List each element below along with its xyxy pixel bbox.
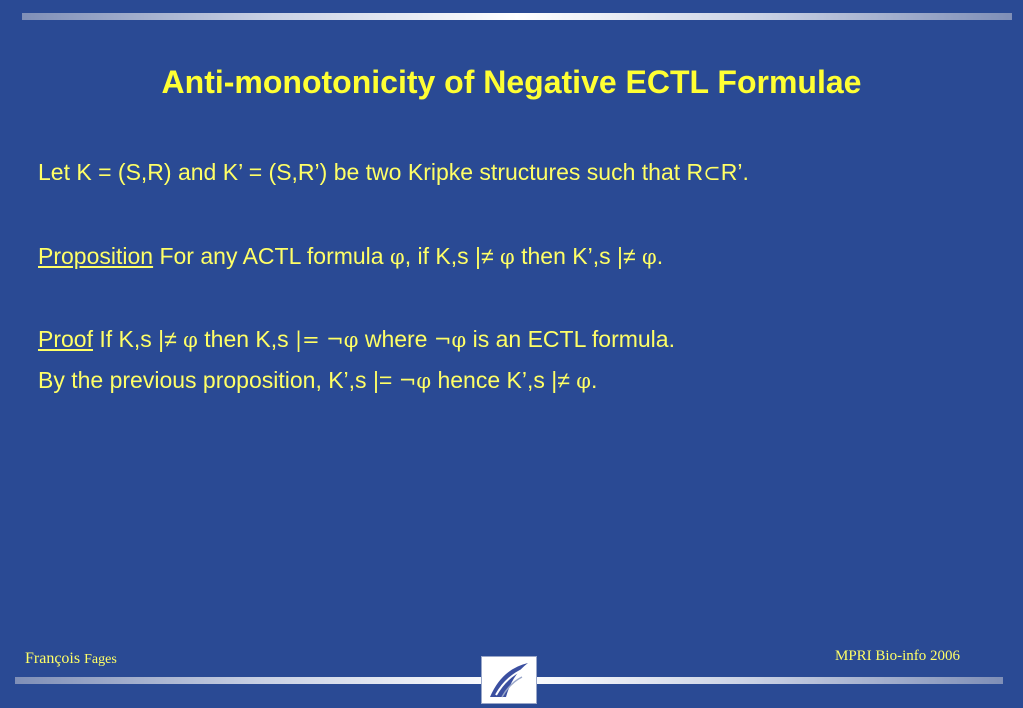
phi-symbol: φ — [499, 245, 515, 269]
proposition-label: Proposition — [38, 243, 154, 269]
definition-end: R’. — [720, 159, 749, 185]
phi-symbol: φ — [183, 328, 198, 352]
footer-author — [25, 650, 117, 668]
author-first-name: François — [25, 650, 81, 667]
negation-symbol: ¬ — [326, 328, 344, 352]
conclusion-text: hence K’,s |≠ — [431, 367, 577, 393]
proof-text: where — [358, 326, 434, 352]
phi-symbol: φ — [451, 328, 467, 352]
phi-symbol: φ — [641, 245, 657, 269]
proposition-text: , if K,s |≠ — [404, 243, 500, 269]
proof-text: If K,s |≠ — [92, 326, 184, 352]
phi-symbol: φ — [416, 369, 432, 393]
top-decorative-bar — [22, 13, 1012, 20]
footer-course: MPRI Bio-info 2006 — [835, 648, 961, 664]
proof-text: then K,s — [197, 326, 296, 352]
proposition-text: For any ACTL formula — [153, 243, 390, 269]
proposition-text: then K’,s |≠ — [514, 243, 642, 269]
slide-title: Anti-monotonicity of Negative ECTL Formulae — [161, 64, 862, 100]
proof-line — [38, 326, 675, 353]
author-last-name: Fages — [84, 652, 117, 667]
phi-symbol: φ — [343, 328, 359, 352]
phi-symbol: φ — [389, 245, 405, 269]
negation-symbol: ¬ — [433, 328, 452, 352]
proof-text: is an ECTL formula. — [466, 326, 675, 352]
conclusion-text: By the previous proposition, K’,s |= — [38, 367, 399, 393]
period: . — [590, 367, 598, 393]
negation-symbol: ¬ — [398, 369, 417, 393]
conclusion-line — [38, 367, 597, 394]
definition-text: Let K = (S,R) and K’ = (S,R’) be two Kripke structures such that R — [38, 159, 704, 185]
inria-logo-icon — [481, 656, 537, 704]
proof-label: Proof — [38, 326, 93, 352]
definition-line — [38, 159, 749, 186]
phi-symbol: φ — [576, 369, 591, 393]
models-symbol: |= — [295, 328, 320, 352]
period: . — [656, 243, 664, 269]
proposition-line — [38, 243, 663, 270]
subset-symbol: ⊂ — [703, 161, 721, 185]
